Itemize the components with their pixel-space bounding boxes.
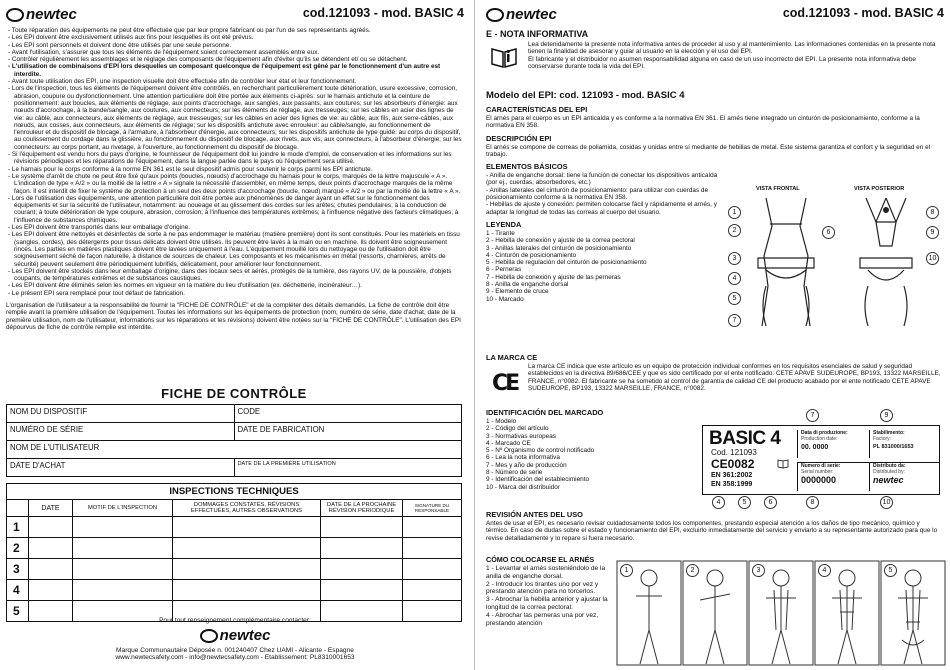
list-item: 5 - Hebilla de regulación del cinturón de posicionamiento [486, 259, 647, 267]
list-item: 6 - Perneras [486, 266, 522, 274]
fr-bullet: - Le présent EPI sera remplacé pour tout défaut de fabrication. [6, 290, 462, 297]
step-number: 3 [752, 564, 765, 577]
identification-section [486, 404, 696, 491]
step-number: 5 [884, 564, 897, 577]
list-item: 9 - Elemento de cruce [486, 288, 549, 296]
footer-line: www.newtecsafety.com - info@newtecsafety.com - Etablissement: PL8310001653 [115, 654, 355, 661]
fr-bullet: - Le harnais pour le corps conforme à la norme EN 361 est le seul dispositif admis pour soutenir le corps parmi les EPI antichute. [6, 166, 462, 173]
list-item: - Hebillas de ajuste y conexión: permiten colocarse fácil y rápidamente el arnés, y adaptar la longitud de todas las correas al cuerpo del usuario. [486, 201, 717, 216]
product-code: cod.121093 - mod. BASIC 4 [302, 6, 464, 20]
wearing-steps-icon [616, 560, 946, 666]
step-number: 1 [620, 564, 633, 577]
revision-section [486, 506, 944, 542]
list-item: 2 - Introducir los tirantes uno por vez y prestando atención para no torcerlos. [486, 580, 599, 596]
section-title: E - NOTA INFORMATIVA [486, 29, 589, 39]
heading: IDENTIFICACIÓN DEL MARCADO [486, 408, 604, 417]
fr-bullet: - Lors de l'inspection, tous les éléments de l'équipement doivent être contrôlés, en recherchant particulièrement toute détérioration, usure excessive, corrosion, abrasion, coupure ou dysfonctionnement. Une attention particulière doit être portée aux éléments ci-après: sur le harnais antichute et la ceinture de positionnement: aux boucles, aux éléments de réglage, aux points d'accrochage, aux sangles, aux passants, aux coutures; sur les absorbeurs d'énergie: aux nœuds d'accrochage, à la bande/sangle, aux coutures, aux connecteurs; sur les éléments de réglage, aux tresseuges; sur les câbles en acier des lignes de vie: au câble, aux connecteurs, aux éléments de réglage, aux tresseuges; sur les câbles en acier des lignes de vie: au câble, aux fils, aux serre-câbles, aux nœuds, aux cosses, aux connecteurs, aux éléments de réglage; sur les dispositifs antichute avec enrouleur: au câble/sangle, au fonctionnement de l'enrouleur et du dispositif de blocage, à l'armature, à l'absorbeur d'énergie, aux connecteurs; sur les dispositifs antichute de type guidé: au corps du dispositif, au coulissement du cordage dans la glissière, au fonctionnement du dispositif de blocage, aux rivets, aux vis, aux connecteurs, à l'absorbeur d'énergie; sur les connecteurs: au corps portant, au rivetage, à l'ouverture, au fonctionnement du dispositif de blocage. [6, 85, 462, 151]
callout-number: 7 [728, 314, 741, 327]
col-header [7, 500, 29, 517]
read-manual-icon [777, 458, 789, 469]
paragraph: La marca CE indica que este artículo es un equipo de protección individual conformes en los requisitos esenciales de salud y seguridad establecidos en la directiva 89/686/CEE y que es sido certificado por el ente notificado: CETE APAVE SUDEUROPE, BP193, 13322 MARSEILLE, FRANCE, n°0082. El fabricante se ha sometido al control de garantía de calidad CE del producto acabado por el ente notificado CETE APAVE SUDEUROPE, BP193, 13322 MARSEILLE, FRANCE, n°0082. [528, 363, 941, 392]
label-production-date: Data di produzione: Production date: 00. 0000 [797, 430, 869, 458]
heading: CARACTERÍSTICAS DEL EPI [486, 105, 588, 114]
footer-logo: newtec [6, 627, 464, 645]
inspections-header-row [7, 500, 462, 517]
col-header: SIGNATURE DU RESPONSABLE [403, 500, 462, 517]
fiche-de-controle [6, 386, 462, 622]
heading: DESCRIPCIÓN EPI [486, 133, 552, 143]
field-nom-utilisateur[interactable]: NOM DE L'UTILISATEUR [7, 441, 462, 459]
left-header [6, 6, 464, 24]
callout-number: 10 [880, 496, 893, 509]
heading: CÓMO COLOCARSE EL ARNÉS [486, 555, 595, 564]
list-item: 6 - Lea la nota informativa [486, 454, 560, 462]
ident-list [486, 418, 696, 491]
label-factory: Stabilimento: Factory: PL 831000/1653 [869, 430, 939, 458]
fr-paragraph: L'organisation de l'utilisateur a la responsabilité de fournir la "FICHE DE CONTRÔLE" et de la compléter des détails demandés. La fiche de contrôle doit être remplie avant la première utilisation de l'équipement. Toutes les informations sur les équipements de protection (nom, numéro de série, date d'achat, date de la première utilisation, nom de l'utilisateur, informations sur les réparations et les révisions) doivent être notées sur la "FICHE DE CONTRÔLE". L'utilisation des EPI dépourvus de fiche de contrôle remplie est interdite. [6, 301, 461, 331]
field-code[interactable]: CODE [234, 405, 462, 423]
list-item: 4 - Abrochar las perneras una por vez, prestando atención [486, 611, 599, 627]
intro-text: El fabricante y el distribuidor no asumen responsabilidad alguna en caso de un uso incorrecto del EPI. La presente nota informativa debe conservarse durante toda la vida del EPI. [528, 55, 916, 70]
col-header: DOMMAGES CONSTATÉS, RÉVISIONS EFFECTUÉES, AUTRES OBSERVATIONS [173, 500, 321, 517]
label-model: BASIC 4 [709, 428, 781, 449]
label-standard: EN 361:2002 [711, 472, 753, 479]
field-nom-dispositif[interactable]: NOM DU DISPOSITIF [7, 405, 235, 423]
callout-number: 5 [728, 292, 741, 305]
fr-bullet: - Les EPI doivent être transportés dans leur emballage d'origine. [6, 224, 462, 231]
list-item: 8 - Número de serie [486, 469, 543, 477]
callout-number: 7 [806, 409, 819, 422]
paragraph: El arnés se compone de correas de poliamida, cosidas y unidas entre sí mediante de hebillas de metal. Este sistema garantiza el confort y la seguridad en el trabajo. [486, 143, 931, 158]
footer-line: Marque Communautaire Déposée n. 001240407 Chez UAMI - Alicante - Espagne [116, 646, 354, 654]
callout-number: 4 [728, 272, 741, 285]
fr-bullet: - Avant toute utilisation des EPI, une inspection visuelle doit être effectuée afin de contrôler leur état et leur fonctionnement. [6, 78, 462, 85]
callout-number: 6 [822, 226, 835, 239]
fr-bullet: - Les EPI doivent être stockés dans leur emballage d'origine, dans des locaux secs et aérés, protégés de la lumière, des rayons UV, de la poussière, d'objets coupants, de températures extrêmes et de substances caustiques. [6, 268, 462, 283]
list-item: - Anilla de enganche dorsal: tiene la función de conectar los dispositivos anticaída (por ej., cuerdas, absorbedores, etc.) [486, 172, 718, 187]
list-item: 1 - Levantar el arnés sosteniéndolo de la anilla de enganche dorsal. [486, 565, 606, 580]
callout-number: 3 [728, 252, 741, 265]
list-item: - Anillas laterales del cinturón de posicionamiento: para utilizar con cuerdas de posicionamiento conforme a la normativa EN 358. [486, 186, 709, 202]
inspections-table [6, 499, 462, 622]
fr-bullet: - Les EPI doivent être exclusivement utilisés aux fins pour lesquelles ils ont été prévus. [6, 34, 462, 41]
logo-ring-icon [6, 8, 24, 22]
callout-number: 1 [728, 206, 741, 219]
field-date-premiere-utilisation[interactable]: DATE DE LA PREMIÈRE UTILISATION [234, 459, 462, 477]
callout-number: 9 [926, 226, 939, 239]
table-row: 1 [7, 517, 462, 538]
ce-mark-icon: CE [492, 371, 518, 396]
brand-logo: newtec [486, 6, 557, 23]
fiche-fields [6, 404, 462, 477]
list-item: 2 - Hebilla de conexión y ajuste de la correa pectoral [486, 237, 635, 245]
callout-number: 2 [728, 224, 741, 237]
list-item: 10 - Marca del distribuidor [486, 483, 560, 491]
heading: LA MARCA CE [486, 353, 538, 362]
inspections-title: INSPECTIONS TECHNIQUES [6, 483, 462, 499]
list-item: 10 - Marcado [486, 295, 524, 303]
list-item: 7 - Mes y año de producción [486, 461, 567, 469]
figure-caption-front: VISTA FRONTAL [756, 186, 800, 192]
list-item: 3 - Abrochar la hebilla anterior y ajustar la longitud de la correa pectoral. [486, 596, 608, 611]
fr-bullet: - Les EPI doivent être éliminés selon les normes en vigueur en la matière du lieu d'utilisation (ex. déchetterie, incinérateur…). [6, 282, 462, 289]
step-number: 2 [686, 564, 699, 577]
step-number: 4 [818, 564, 831, 577]
brand-logo: newtec [6, 6, 77, 23]
col-header: MOTIF DE L'INSPECTION [73, 500, 173, 517]
callout-number: 5 [738, 496, 751, 509]
list-item: 3 - Anillas laterales del cinturón de posicionamiento [486, 244, 632, 252]
table-row: 2 [7, 538, 462, 559]
left-footer [6, 617, 464, 662]
callout-number: 8 [926, 206, 939, 219]
legend-list [486, 230, 722, 303]
product-label [702, 425, 940, 495]
model-title: Modelo del EPI: cod. 121093 - mod. BASIC 4 [486, 90, 685, 101]
harness-figure [726, 186, 944, 336]
list-item: 3 - Normativas europeas [486, 432, 556, 440]
page-divider [474, 0, 475, 670]
ce-section [486, 349, 944, 407]
table-row: 5 [7, 601, 462, 622]
info-book-icon [490, 43, 518, 69]
field-numero-serie[interactable]: NUMÉRO DE SÉRIE [7, 423, 235, 441]
fr-bullet: - Toute réparation des équipements ne peut être effectuée que par leur propre fabricant ou par l'un de ses représentants agréés. [6, 27, 462, 34]
callout-number: 4 [712, 496, 725, 509]
intro-text: Lea detenidamente la presente nota informativa antes de proceder al uso y al mantenimiento. Las informaciones contenidas en la presente nota tienen la finalidad de asesorar y guiar al usuario en la elección y el uso del EPI. [528, 41, 936, 56]
right-header [486, 6, 944, 24]
callout-number: 6 [764, 496, 777, 509]
fr-bullet: - Les EPI sont personnels et doivent donc être utilisés par une seule personne. [6, 42, 462, 49]
logo-ring-icon [200, 629, 218, 643]
list-item: 5 - Nº Organismo de control notificado [486, 447, 595, 455]
how-to-wear-section [486, 551, 614, 627]
list-item: 4 - Marcado CE [486, 439, 531, 447]
logo-ring-icon [486, 8, 504, 22]
steps-list [486, 565, 614, 627]
fr-bullet: - Le système d'arrêt de chute ne peut être fixé qu'aux points (boucles, nœuds) d'accrochage du harnais pour le corps, marqués de la lettre majuscule « A ». L'indication de type « A/2 » ou la moitié de la lettre « A » signale la nécessité d'assembler, en même temps, deux points d'accrochage marqués de la même façon. Il est interdit de fixer le système de protection à un seul des deux points d'accrochage (boucle, nœud) marqué « A/2 » ou par la moitié de la lettre « A ». [6, 173, 462, 195]
fr-bullet: - Les EPI doivent être nettoyés et désinfectés de sorte à ne pas endommager le matériau (matière première) dont ils sont constitués. Pour les matériels en tissu (sangles, cordes), des détergents pour tissus délicats doivent être utilisés. Ils peuvent être lavés à la main ou en machine. Ils doivent être soigneusement rincés. Les parties en matières plastiques doivent être lavées uniquement à l'eau. L'équipement mouillé lors du nettoyage ou de l'utilisation doit être soigneusement séché de façon naturelle, à distance de sources de chaleur. Les composants et les mécanismes en métal (ressorts, charnières, arrêts de sécurité) peuvent seulement être périodiquement lubrifiés, délicatement, pour améliorer leur fonctionnement. [6, 231, 462, 267]
fr-bullet: - Avant l'utilisation, s'assurer que tous les éléments de l'équipement soient correctement assemblés entre eux. [6, 49, 462, 56]
elements-list [486, 172, 722, 216]
table-row: 4 [7, 580, 462, 601]
field-date-fabrication[interactable]: DATE DE FABRICATION [234, 423, 462, 441]
list-item: 1 - Modelo [486, 418, 517, 425]
col-header: DATE DE LA PROCHAINE RÉVISION PÉRIODIQUE [321, 500, 403, 517]
field-date-achat[interactable]: DATE D'ACHAT [7, 459, 235, 477]
heading: ELEMENTOS BÁSICOS [486, 162, 568, 172]
col-header: DATE [29, 500, 73, 517]
left-page [0, 0, 470, 670]
list-item: 4 - Cinturón de posicionamiento [486, 251, 577, 259]
inspections-block [6, 483, 462, 622]
list-item: 8 - Anilla de enganche dorsal [486, 281, 569, 289]
list-item: 2 - Código del artículo [486, 425, 549, 433]
callout-number: 8 [806, 496, 819, 509]
intro-block [486, 41, 944, 87]
product-code: cod.121093 - mod. BASIC 4 [782, 6, 944, 20]
harness-diagram-icon [726, 186, 944, 336]
label-standard: EN 358:1999 [711, 481, 753, 488]
right-page [480, 0, 950, 670]
list-item: 9 - Identificación del establecimiento [486, 476, 590, 484]
table-row: 3 [7, 559, 462, 580]
list-item: 1 - Tirante [486, 229, 515, 237]
figure-caption-back: VISTA POSTERIOR [854, 186, 905, 192]
list-item: 7 - Hebilla de conexión y ajuste de las perneras [486, 273, 621, 281]
label-distributor: Distributo da: Distributed by: newtec [869, 462, 939, 491]
paragraph: Antes de usar el EPI, es necesario revisar cuidadosamente todos los componentes, prestando especial atención a los daños de tipo mecánico, químico y térmico. En caso de dudas sobre el estado y funcionamiento del EPI, excluirlo inmediatamente del servicio y enviarlo a su representante autorizado para que lo revise detalladamente y lo repare si fuera necesario. [486, 520, 938, 542]
steps-illustration [616, 560, 946, 666]
fr-bullet: - Contrôler régulièrement les assemblages et le réglage des composants de l'équipement afin d'éviter qu'ils se détendent et/ ou se détachent. [6, 56, 462, 63]
heading: LEYENDA [486, 219, 522, 229]
fr-bullet: - L'utilisation de combinaisons d'EPI lors desquelles un composant quelconque de l'équipement est gêné par le fonctionnement d'un autre est interdite. [6, 63, 462, 78]
heading: REVISIÓN ANTES DEL USO [486, 510, 583, 519]
contact-line: Pour tout renseignement complémentaire contacter: [159, 617, 311, 624]
paragraph: El arnés para el cuerpo es un EPI anticaída y es conforme a la normativa EN 361. El arnés tiene integrado un cinturón de posicionamiento, conforme a la normativa EN 358. [486, 115, 920, 130]
fiche-title: FICHE DE CONTRÔLE [161, 386, 307, 401]
label-ce: CE0082 [711, 457, 755, 471]
callout-number: 10 [926, 252, 939, 265]
fr-bullet: - Lors de l'utilisation des équipements, une attention particulière doit être portée aux phénomènes de danger ayant un effet sur le fonctionnement des équipements et sur la sécurité de l'utilisateur, notamment: au noueage et au glissement des cordes sur les arêtes; chutes pendulaires; à la conduction de courant; à toute détérioration de type coupure, abrasion, corrosion; à l'influence des températures extrêmes; à l'influence négative des facteurs climatiques; à l'influence de substances chimiques. [6, 195, 462, 224]
label-code: Cod. 121093 [711, 448, 757, 457]
callout-number: 9 [880, 409, 893, 422]
fr-bullets [6, 27, 462, 331]
fr-bullet: - Si l'équipement est vendu hors du pays d'origine, le fournisseur de l'équipement doit lui joindre le mode d'emploi, de conservation et les informations sur les révisions périodiques et les réparations de l'équipement, dans la langue parlée dans le pays où l'équipement sera utilisé. [6, 151, 462, 166]
label-serial-number: Numero di serie: Serial number: 0000000 [797, 462, 869, 491]
